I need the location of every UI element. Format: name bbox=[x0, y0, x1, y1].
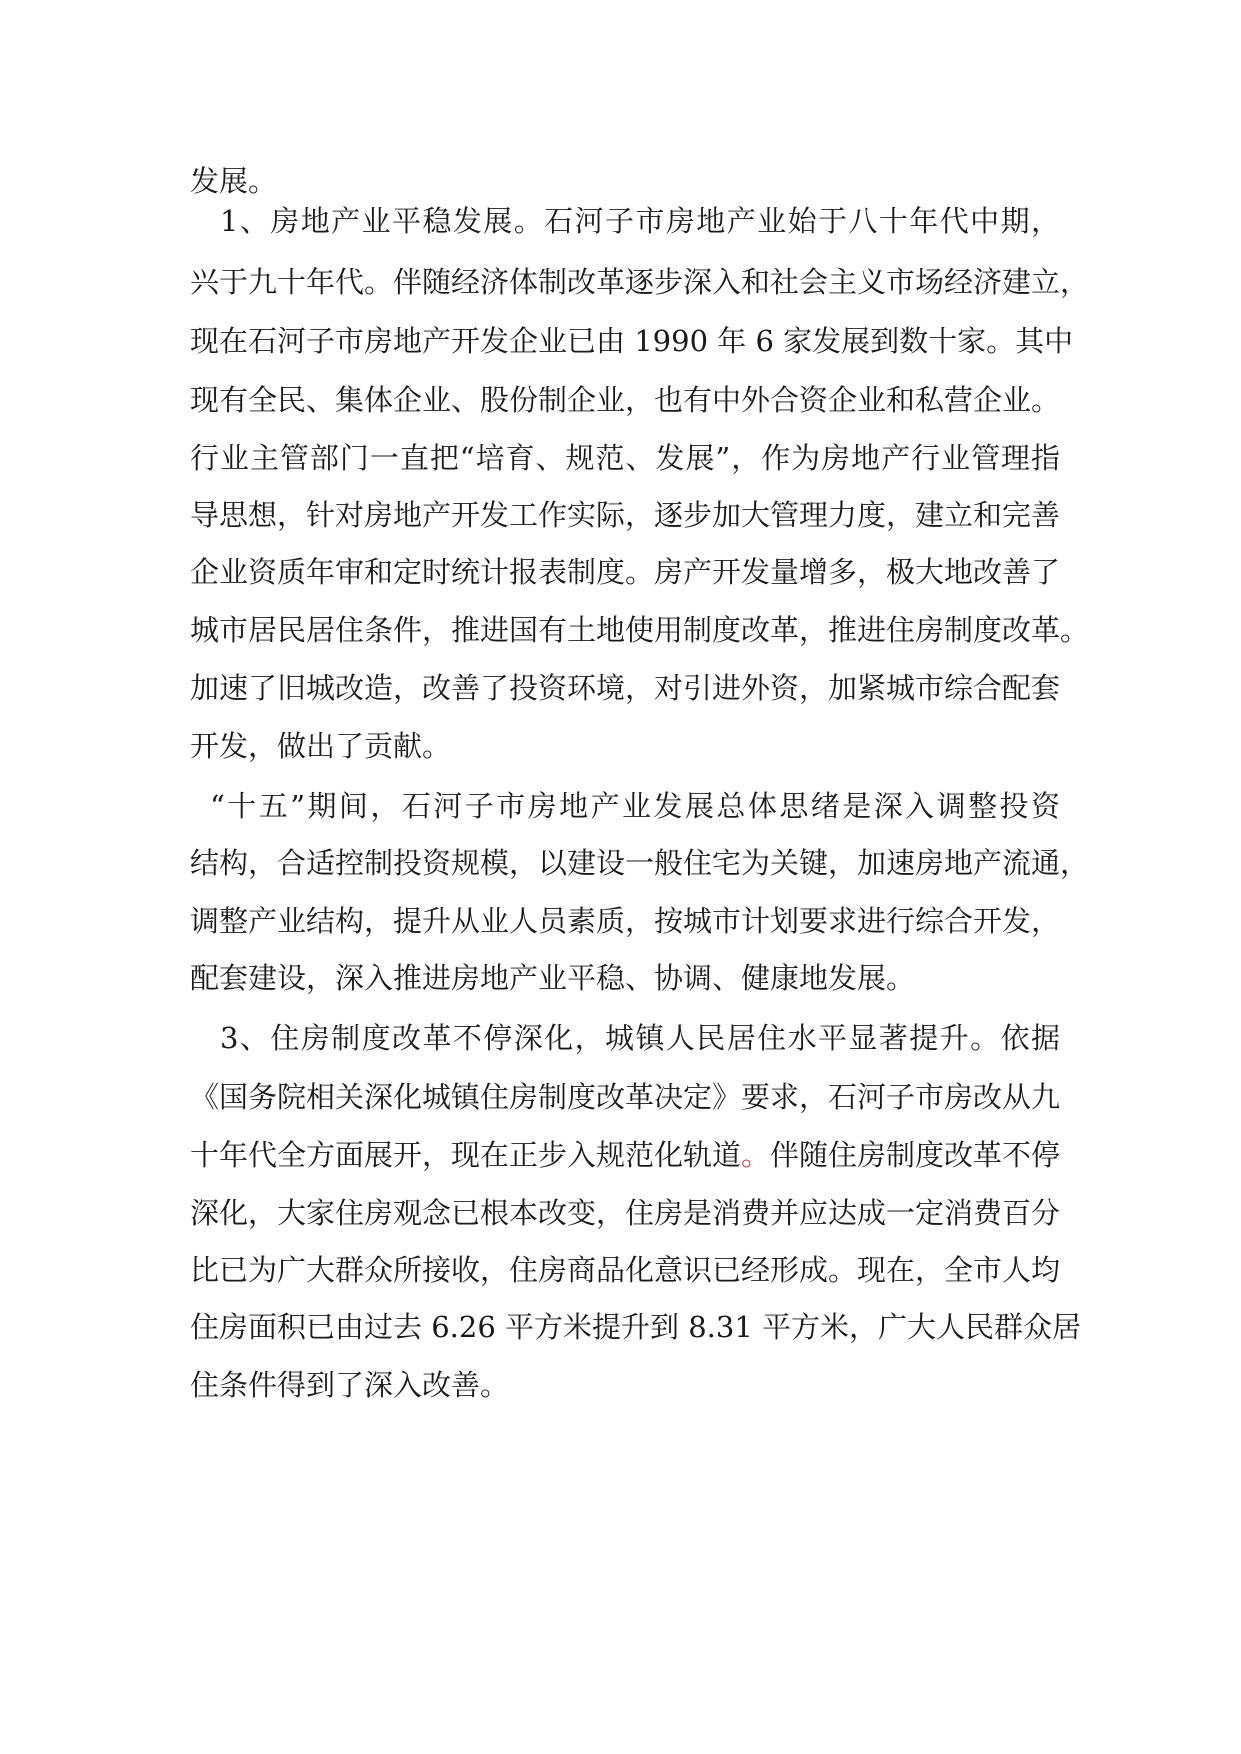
paragraph-line: 城市居民居住条件，推进国有土地使用制度改革，推进住房制度改革。 bbox=[190, 613, 1090, 647]
line-text: 伴随住房制度改革不停 bbox=[770, 1138, 1061, 1172]
paragraph-line: 1、房地产业平稳发展。石河子市房地产业始于八十年代中期， bbox=[220, 204, 1060, 238]
paragraph-line: 开发，做出了贡献。 bbox=[190, 729, 452, 763]
paragraph-line: 兴于九十年代。伴随经济体制改革逐步深入和社会主义市场经济建立， bbox=[190, 265, 1090, 299]
paragraph-line: 发展。 bbox=[190, 164, 278, 198]
paragraph-line: 现在石河子市房地产开发企业已由 1990 年 6 家发展到数十家。其中 bbox=[190, 324, 1074, 358]
paragraph-line: 调整产业结构，提升从业人员素质，按城市计划要求进行综合开发， bbox=[190, 904, 1061, 938]
paragraph-line: “十五”期间，石河子市房地产业发展总体思绪是深入调整投资 bbox=[210, 789, 1060, 823]
paragraph-line: 住条件得到了深入改善。 bbox=[190, 1368, 510, 1402]
paragraph-line: 住房面积已由过去 6.26 平方米提升到 8.31 平方米，广大人民群众居 bbox=[190, 1310, 1082, 1344]
paragraph-line: 结构，合适控制投资规模，以建设一般住宅为关键，加速房地产流通， bbox=[190, 846, 1090, 880]
paragraph-line: 企业资质年审和定时统计报表制度。房产开发量增多，极大地改善了 bbox=[190, 555, 1061, 589]
paragraph-line: 行业主管部门一直把“培育、规范、发展”，作为房地产行业管理指 bbox=[190, 441, 1060, 475]
red-period: 。 bbox=[741, 1138, 771, 1172]
paragraph-line: 比已为广大群众所接收，住房商品化意识已经形成。现在，全市人均 bbox=[190, 1253, 1061, 1287]
paragraph-line: 3、住房制度改革不停深化，城镇人民居住水平显著提升。依据 bbox=[220, 1021, 1060, 1055]
paragraph-line bbox=[190, 1135, 1060, 1175]
paragraph-line: 配套建设，深入推进房地产业平稳、协调、健康地发展。 bbox=[190, 961, 916, 995]
paragraph-line: 现有全民、集体企业、股份制企业，也有中外合资企业和私营企业。 bbox=[190, 383, 1061, 417]
paragraph-line: 加速了旧城改造，改善了投资环境，对引进外资，加紧城市综合配套 bbox=[190, 671, 1061, 705]
line-text: 十年代全方面展开，现在正步入规范化轨道 bbox=[190, 1138, 742, 1172]
paragraph-line: 深化，大家住房观念已根本改变，住房是消费并应达成一定消费百分 bbox=[190, 1196, 1061, 1230]
paragraph-line: 导思想，针对房地产开发工作实际，逐步加大管理力度，建立和完善 bbox=[190, 498, 1061, 532]
paragraph-line: 《国务院相关深化城镇住房制度改革决定》要求，石河子市房改从九 bbox=[190, 1080, 1061, 1114]
